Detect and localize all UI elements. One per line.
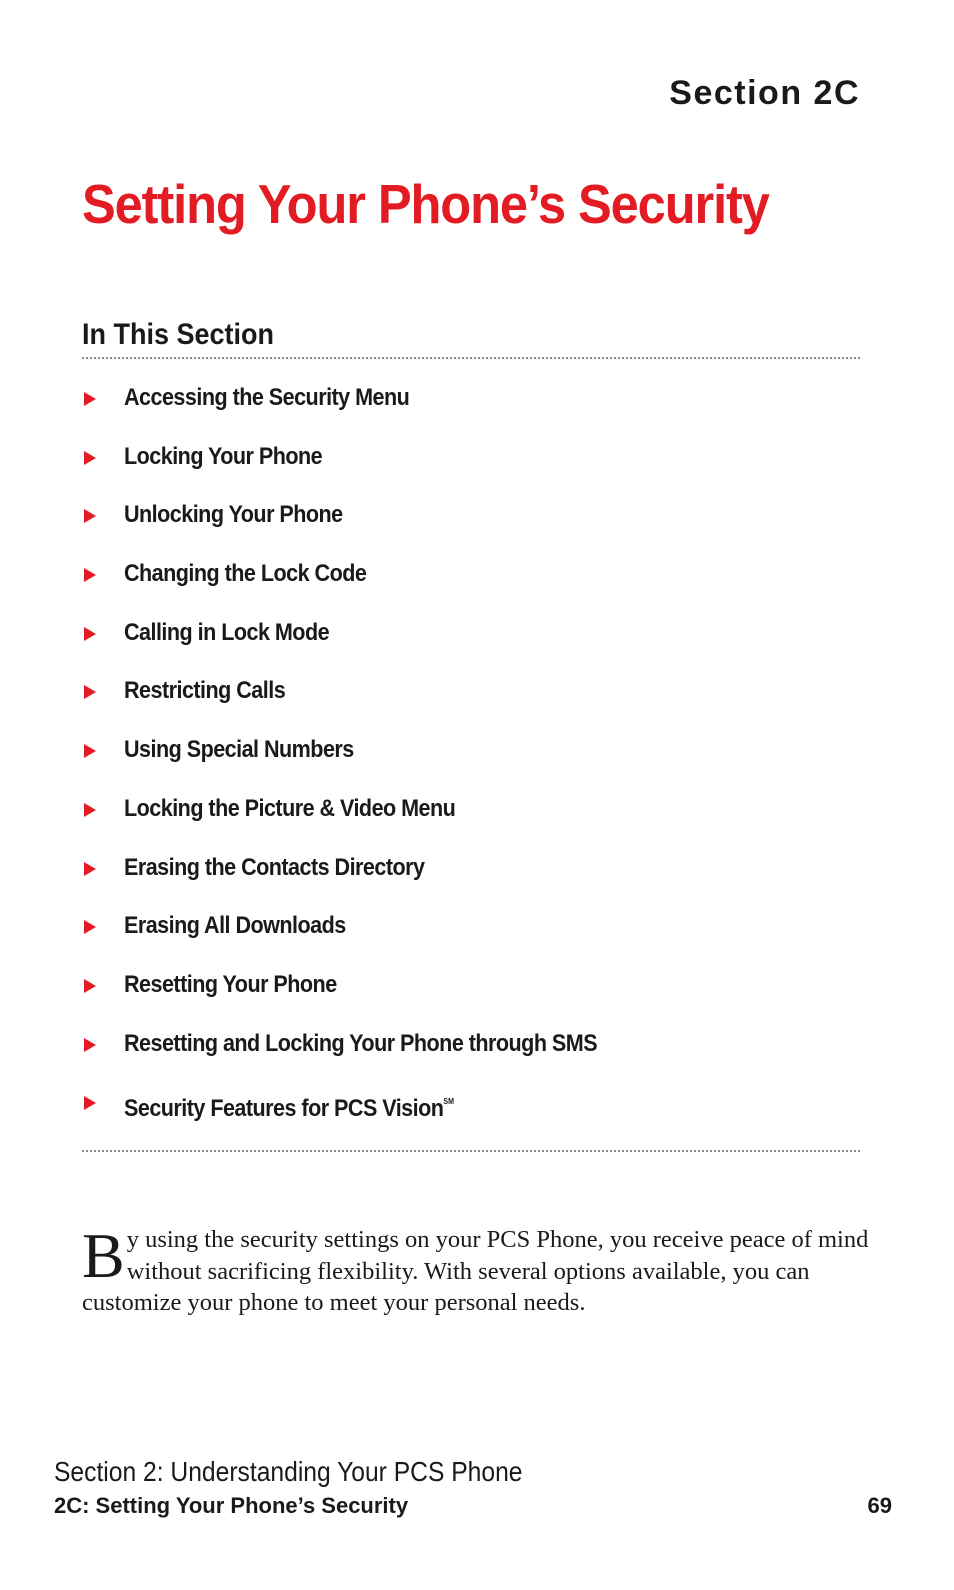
toc-item-label: Erasing the Contacts Directory [124, 853, 425, 881]
toc-item [82, 906, 662, 965]
arrow-bullet-icon [84, 1038, 96, 1052]
toc-item-label: Changing the Lock Code [124, 560, 367, 588]
arrow-bullet-icon [84, 451, 96, 465]
toc-heading: In This Section [82, 318, 275, 351]
footer-chapter-title: 2C: Setting Your Phone’s Security [54, 1493, 409, 1518]
toc-item [82, 495, 662, 554]
arrow-bullet-icon [84, 509, 96, 523]
toc-item [82, 554, 662, 613]
arrow-bullet-icon [84, 979, 96, 993]
toc-item-label: Using Special Numbers [124, 736, 354, 764]
toc-item-label: Resetting Your Phone [124, 970, 337, 998]
toc-item-label: Security Features for PCS Vision [124, 1095, 444, 1123]
toc-item-label: Locking Your Phone [124, 442, 323, 470]
toc-item-label: Erasing All Downloads [124, 912, 346, 940]
arrow-bullet-icon [84, 568, 96, 582]
toc-item-label: Unlocking Your Phone [124, 501, 343, 529]
arrow-bullet-icon [84, 744, 96, 758]
arrow-bullet-icon [84, 920, 96, 934]
toc-item [82, 671, 662, 730]
toc-item-label-wrapper [124, 1082, 454, 1129]
page-number: 69 [867, 1493, 892, 1518]
toc-item-label: Locking the Picture & Video Menu [124, 794, 456, 822]
toc-item [82, 378, 662, 437]
toc-item [82, 613, 662, 672]
toc-item [82, 1082, 662, 1141]
toc-top-divider [82, 357, 860, 359]
toc-item [82, 730, 662, 789]
arrow-bullet-icon [84, 862, 96, 876]
toc-item [82, 789, 662, 848]
arrow-bullet-icon [84, 627, 96, 641]
toc-item-label: Resetting and Locking Your Phone through SMS [124, 1029, 598, 1057]
toc-item [82, 965, 662, 1024]
toc-item-label: Accessing the Security Menu [124, 384, 410, 411]
toc-item-label: Calling in Lock Mode [124, 618, 330, 646]
arrow-bullet-icon [84, 803, 96, 817]
page-title: Setting Your Phone’s Security [82, 173, 769, 235]
service-mark-superscript: SM [443, 1097, 454, 1107]
toc-item [82, 1024, 662, 1083]
toc-item [82, 848, 662, 907]
toc-item-label: Restricting Calls [124, 677, 286, 705]
toc-list [82, 378, 662, 1141]
intro-paragraph [82, 1220, 872, 1319]
section-label: Section 2C [669, 74, 860, 112]
arrow-bullet-icon [84, 392, 96, 406]
arrow-bullet-icon [84, 685, 96, 699]
toc-bottom-divider [82, 1150, 860, 1152]
footer-section-title: Section 2: Understanding Your PCS Phone [54, 1456, 523, 1487]
drop-cap: B [82, 1220, 125, 1291]
intro-text: y using the security settings on your PCS Phone, you receive peace of mind without sacrificing flexibility. With several options available, you can customize your phone to meet your personal needs. [82, 1226, 869, 1316]
arrow-bullet-icon [84, 1096, 96, 1110]
toc-item [82, 437, 662, 496]
